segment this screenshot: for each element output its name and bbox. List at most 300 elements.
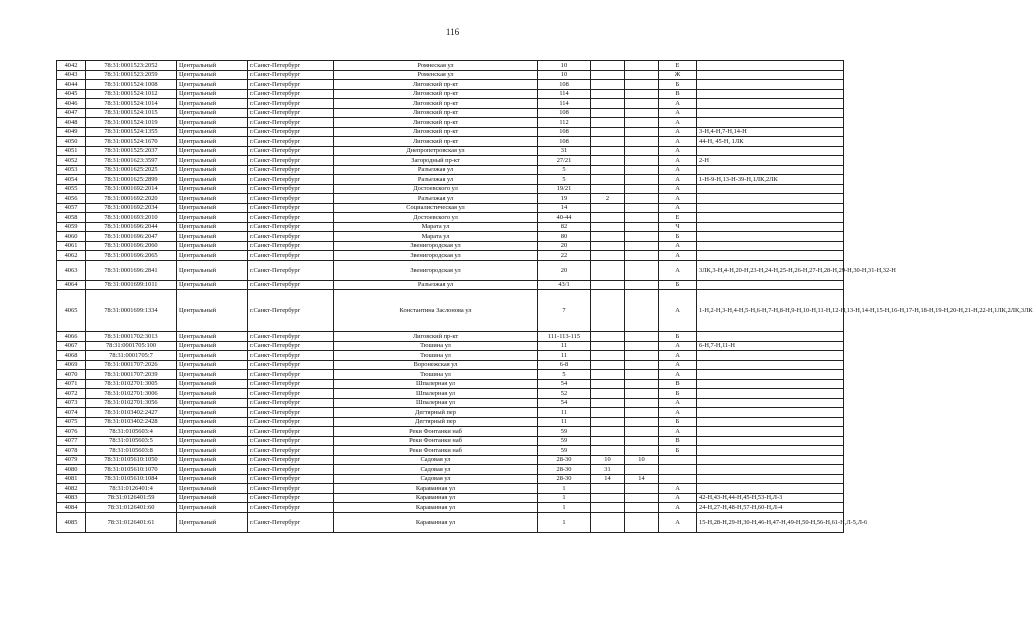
building-cell bbox=[625, 70, 659, 80]
street-cell: Воронежская ул bbox=[334, 360, 538, 370]
street-cell: Тюшина ул bbox=[334, 341, 538, 351]
building-cell bbox=[625, 222, 659, 232]
row-number-cell: 4051 bbox=[57, 146, 86, 156]
corpus-cell bbox=[591, 417, 625, 427]
street-cell: Реки Фонтанки наб bbox=[334, 436, 538, 446]
corpus-cell bbox=[591, 89, 625, 99]
house-number-cell: 5 bbox=[538, 165, 591, 175]
street-cell: Ромнеская ул bbox=[334, 61, 538, 71]
table-row bbox=[57, 232, 844, 242]
corpus-cell bbox=[591, 80, 625, 90]
district-cell: Центральный bbox=[177, 175, 248, 185]
cadastral-number-cell: 78:31:0001692:2014 bbox=[86, 184, 177, 194]
city-cell: г.Санкт-Петербург bbox=[248, 232, 334, 242]
table-row bbox=[57, 503, 844, 513]
house-number-cell: 11 bbox=[538, 417, 591, 427]
district-cell: Центральный bbox=[177, 474, 248, 484]
cadastral-number-cell: 78:31:0001524:1012 bbox=[86, 89, 177, 99]
city-cell: г.Санкт-Петербург bbox=[248, 417, 334, 427]
building-cell bbox=[625, 241, 659, 251]
cadastral-number-cell: 78:31:0105603:5 bbox=[86, 436, 177, 446]
house-number-cell: 59 bbox=[538, 427, 591, 437]
corpus-cell bbox=[591, 503, 625, 513]
cadastral-number-cell: 78:31:0126401:60 bbox=[86, 503, 177, 513]
cadastral-number-cell: 78:31:0001696:2065 bbox=[86, 251, 177, 261]
house-number-cell: 27/21 bbox=[538, 156, 591, 166]
cadastral-number-cell: 78:31:0001705:100 bbox=[86, 341, 177, 351]
premises-cell: 44-Н, 45-Н, 1ЛК bbox=[697, 137, 844, 147]
house-number-cell: 52 bbox=[538, 389, 591, 399]
house-number-cell: 114 bbox=[538, 99, 591, 109]
street-cell: Дегтярный пер bbox=[334, 408, 538, 418]
city-cell: г.Санкт-Петербург bbox=[248, 360, 334, 370]
house-number-cell: 5 bbox=[538, 175, 591, 185]
corpus-cell: 2 bbox=[591, 194, 625, 204]
district-cell: Центральный bbox=[177, 70, 248, 80]
table-row bbox=[57, 194, 844, 204]
cadastral-number-cell: 78:31:0103402:2428 bbox=[86, 417, 177, 427]
corpus-cell bbox=[591, 156, 625, 166]
premises-cell bbox=[697, 184, 844, 194]
row-number-cell: 4049 bbox=[57, 127, 86, 137]
street-cell: Реки Фонтанки наб bbox=[334, 427, 538, 437]
premises-cell bbox=[697, 99, 844, 109]
building-cell bbox=[625, 417, 659, 427]
district-cell: Центральный bbox=[177, 280, 248, 290]
building-cell bbox=[625, 184, 659, 194]
district-cell: Центральный bbox=[177, 408, 248, 418]
litera-cell: А bbox=[659, 99, 697, 109]
litera-cell bbox=[659, 474, 697, 484]
building-cell bbox=[625, 370, 659, 380]
row-number-cell: 4061 bbox=[57, 241, 86, 251]
cadastral-number-cell: 78:31:0001707:2026 bbox=[86, 360, 177, 370]
premises-cell: 3-Н,4-Н,7-Н,14-Н bbox=[697, 127, 844, 137]
table-row bbox=[57, 241, 844, 251]
corpus-cell bbox=[591, 351, 625, 361]
registry-body bbox=[57, 61, 1033, 533]
city-cell: г.Санкт-Петербург bbox=[248, 156, 334, 166]
city-cell: г.Санкт-Петербург bbox=[248, 398, 334, 408]
table-row bbox=[57, 389, 844, 399]
city-cell: г.Санкт-Петербург bbox=[248, 184, 334, 194]
city-cell: г.Санкт-Петербург bbox=[248, 455, 334, 465]
street-cell: Садовая ул bbox=[334, 455, 538, 465]
house-number-cell: 1 bbox=[538, 503, 591, 513]
cadastral-number-cell: 78:31:0001692:2020 bbox=[86, 194, 177, 204]
litera-cell: Б bbox=[659, 389, 697, 399]
table-row bbox=[57, 332, 844, 342]
cadastral-number-cell: 78:31:0001623:3597 bbox=[86, 156, 177, 166]
building-cell bbox=[625, 493, 659, 503]
litera-cell: А bbox=[659, 194, 697, 204]
row-number-cell: 4072 bbox=[57, 389, 86, 399]
litera-cell: А bbox=[659, 351, 697, 361]
house-number-cell: 31 bbox=[538, 146, 591, 156]
table-row bbox=[57, 61, 844, 71]
row-number-cell: 4080 bbox=[57, 465, 86, 475]
city-cell: г.Санкт-Петербург bbox=[248, 427, 334, 437]
row-number-cell: 4084 bbox=[57, 503, 86, 513]
litera-cell: А bbox=[659, 118, 697, 128]
city-cell: г.Санкт-Петербург bbox=[248, 118, 334, 128]
street-cell: Марата ул bbox=[334, 232, 538, 242]
table-row bbox=[57, 474, 844, 484]
corpus-cell: 10 bbox=[591, 455, 625, 465]
premises-cell bbox=[697, 408, 844, 418]
corpus-cell: 14 bbox=[591, 474, 625, 484]
city-cell: г.Санкт-Петербург bbox=[248, 99, 334, 109]
litera-cell: Е bbox=[659, 213, 697, 223]
row-number-cell: 4059 bbox=[57, 222, 86, 232]
table-row bbox=[57, 260, 844, 280]
house-number-cell: 1 bbox=[538, 512, 591, 532]
building-cell bbox=[625, 512, 659, 532]
premises-cell bbox=[697, 370, 844, 380]
row-number-cell: 4063 bbox=[57, 260, 86, 280]
house-number-cell: 28-30 bbox=[538, 474, 591, 484]
litera-cell: Б bbox=[659, 280, 697, 290]
house-number-cell: 1 bbox=[538, 484, 591, 494]
house-number-cell: 28-30 bbox=[538, 465, 591, 475]
street-cell: Караванная ул bbox=[334, 484, 538, 494]
house-number-cell: 10 bbox=[538, 61, 591, 71]
row-number-cell: 4042 bbox=[57, 61, 86, 71]
corpus-cell bbox=[591, 108, 625, 118]
litera-cell: А bbox=[659, 137, 697, 147]
premises-cell bbox=[697, 379, 844, 389]
cadastral-number-cell: 78:31:0001699:1334 bbox=[86, 290, 177, 332]
litera-cell: Б bbox=[659, 417, 697, 427]
premises-cell bbox=[697, 417, 844, 427]
street-cell: Тюшина ул bbox=[334, 351, 538, 361]
table-row bbox=[57, 351, 844, 361]
premises-cell bbox=[697, 165, 844, 175]
district-cell: Центральный bbox=[177, 341, 248, 351]
street-cell: Лиговский пр-кт bbox=[334, 118, 538, 128]
corpus-cell bbox=[591, 280, 625, 290]
litera-cell bbox=[659, 455, 697, 465]
cadastral-number-cell: 78:31:0105610:1050 bbox=[86, 455, 177, 465]
corpus-cell bbox=[591, 260, 625, 280]
building-cell bbox=[625, 503, 659, 513]
building-cell bbox=[625, 484, 659, 494]
house-number-cell: 19/21 bbox=[538, 184, 591, 194]
litera-cell: А bbox=[659, 360, 697, 370]
corpus-cell bbox=[591, 493, 625, 503]
cadastral-number-cell: 78:31:0001696:2841 bbox=[86, 260, 177, 280]
premises-cell bbox=[697, 484, 844, 494]
table-row bbox=[57, 80, 844, 90]
city-cell: г.Санкт-Петербург bbox=[248, 213, 334, 223]
litera-cell: А bbox=[659, 184, 697, 194]
table-row bbox=[57, 398, 844, 408]
table-row bbox=[57, 251, 844, 261]
street-cell: Лиговский пр-кт bbox=[334, 99, 538, 109]
building-cell bbox=[625, 398, 659, 408]
table-row bbox=[57, 213, 844, 223]
street-cell: Садовая ул bbox=[334, 474, 538, 484]
table-row bbox=[57, 436, 844, 446]
street-cell: Караванная ул bbox=[334, 493, 538, 503]
litera-cell: А bbox=[659, 370, 697, 380]
table-row bbox=[57, 222, 844, 232]
row-number-cell: 4045 bbox=[57, 89, 86, 99]
corpus-cell bbox=[591, 290, 625, 332]
building-cell: 14 bbox=[625, 474, 659, 484]
city-cell: г.Санкт-Петербург bbox=[248, 408, 334, 418]
building-cell bbox=[625, 127, 659, 137]
premises-cell bbox=[697, 455, 844, 465]
house-number-cell: 112 bbox=[538, 118, 591, 128]
table-row bbox=[57, 89, 844, 99]
city-cell: г.Санкт-Петербург bbox=[248, 465, 334, 475]
table-row bbox=[57, 370, 844, 380]
street-cell: Дегтярный пер bbox=[334, 417, 538, 427]
house-number-cell: 20 bbox=[538, 241, 591, 251]
building-cell: 10 bbox=[625, 455, 659, 465]
district-cell: Центральный bbox=[177, 417, 248, 427]
table-row bbox=[57, 290, 844, 332]
building-cell bbox=[625, 446, 659, 456]
row-number-cell: 4057 bbox=[57, 203, 86, 213]
building-cell bbox=[625, 99, 659, 109]
city-cell: г.Санкт-Петербург bbox=[248, 370, 334, 380]
house-number-cell: 54 bbox=[538, 398, 591, 408]
row-number-cell: 4077 bbox=[57, 436, 86, 446]
corpus-cell bbox=[591, 203, 625, 213]
building-cell bbox=[625, 175, 659, 185]
row-number-cell: 4081 bbox=[57, 474, 86, 484]
table-row bbox=[57, 108, 844, 118]
building-cell bbox=[625, 80, 659, 90]
litera-cell: А bbox=[659, 493, 697, 503]
cadastral-number-cell: 78:31:0102701:3006 bbox=[86, 389, 177, 399]
litera-cell: А bbox=[659, 146, 697, 156]
corpus-cell bbox=[591, 222, 625, 232]
building-cell bbox=[625, 427, 659, 437]
city-cell: г.Санкт-Петербург bbox=[248, 70, 334, 80]
row-number-cell: 4078 bbox=[57, 446, 86, 456]
table-row bbox=[57, 156, 844, 166]
premises-cell bbox=[697, 332, 844, 342]
city-cell: г.Санкт-Петербург bbox=[248, 389, 334, 399]
corpus-cell bbox=[591, 213, 625, 223]
row-number-cell: 4047 bbox=[57, 108, 86, 118]
district-cell: Центральный bbox=[177, 61, 248, 71]
table-row bbox=[57, 146, 844, 156]
street-cell: Лиговский пр-кт bbox=[334, 89, 538, 99]
street-cell: Социалистическая ул bbox=[334, 203, 538, 213]
building-cell bbox=[625, 408, 659, 418]
litera-cell: Ж bbox=[659, 70, 697, 80]
litera-cell: А bbox=[659, 408, 697, 418]
corpus-cell bbox=[591, 184, 625, 194]
litera-cell: В bbox=[659, 436, 697, 446]
house-number-cell: 28-30 bbox=[538, 455, 591, 465]
corpus-cell bbox=[591, 127, 625, 137]
city-cell: г.Санкт-Петербург bbox=[248, 341, 334, 351]
city-cell: г.Санкт-Петербург bbox=[248, 280, 334, 290]
litera-cell: А bbox=[659, 241, 697, 251]
building-cell bbox=[625, 108, 659, 118]
litera-cell: А bbox=[659, 156, 697, 166]
building-cell bbox=[625, 332, 659, 342]
house-number-cell: 7 bbox=[538, 290, 591, 332]
premises-cell: 1-Н,2-Н,3-Н,4-Н,5-Н,6-Н,7-Н,8-Н,9-Н,10-Н,11-Н,12-Н,13-Н,14-Н,15-Н,16-Н,17-Н,18-Н,19-Н,20-Н,21-Н,22-Н,1ЛК,2ЛК,3ЛК bbox=[697, 290, 844, 332]
table-row bbox=[57, 203, 844, 213]
table-row bbox=[57, 118, 844, 128]
street-cell: Тюшина ул bbox=[334, 370, 538, 380]
cadastral-number-cell: 78:31:0126401:59 bbox=[86, 493, 177, 503]
page-number: 116 bbox=[445, 27, 460, 37]
row-number-cell: 4074 bbox=[57, 408, 86, 418]
litera-cell: А bbox=[659, 175, 697, 185]
district-cell: Центральный bbox=[177, 332, 248, 342]
corpus-cell bbox=[591, 61, 625, 71]
house-number-cell: 11 bbox=[538, 351, 591, 361]
cadastral-number-cell: 78:31:0001524:1008 bbox=[86, 80, 177, 90]
corpus-cell bbox=[591, 484, 625, 494]
district-cell: Центральный bbox=[177, 184, 248, 194]
table-row bbox=[57, 408, 844, 418]
district-cell: Центральный bbox=[177, 455, 248, 465]
litera-cell: А bbox=[659, 398, 697, 408]
street-cell: Лиговский пр-кт bbox=[334, 127, 538, 137]
district-cell: Центральный bbox=[177, 512, 248, 532]
building-cell bbox=[625, 260, 659, 280]
district-cell: Центральный bbox=[177, 493, 248, 503]
city-cell: г.Санкт-Петербург bbox=[248, 165, 334, 175]
cadastral-number-cell: 78:31:0001524:1015 bbox=[86, 108, 177, 118]
district-cell: Центральный bbox=[177, 465, 248, 475]
row-number-cell: 4048 bbox=[57, 118, 86, 128]
district-cell: Центральный bbox=[177, 260, 248, 280]
premises-cell bbox=[697, 389, 844, 399]
city-cell: г.Санкт-Петербург bbox=[248, 203, 334, 213]
building-cell bbox=[625, 379, 659, 389]
city-cell: г.Санкт-Петербург bbox=[248, 89, 334, 99]
row-number-cell: 4046 bbox=[57, 99, 86, 109]
district-cell: Центральный bbox=[177, 80, 248, 90]
city-cell: г.Санкт-Петербург bbox=[248, 251, 334, 261]
street-cell: Марата ул bbox=[334, 222, 538, 232]
premises-cell: 42-Н,43-Н,44-Н,45-Н,53-Н,Л-3 bbox=[697, 493, 844, 503]
corpus-cell bbox=[591, 360, 625, 370]
litera-cell: А bbox=[659, 341, 697, 351]
premises-cell bbox=[697, 351, 844, 361]
premises-cell bbox=[697, 436, 844, 446]
row-number-cell: 4073 bbox=[57, 398, 86, 408]
corpus-cell bbox=[591, 512, 625, 532]
building-cell bbox=[625, 232, 659, 242]
cadastral-number-cell: 78:31:0001699:1011 bbox=[86, 280, 177, 290]
litera-cell: А bbox=[659, 108, 697, 118]
building-cell bbox=[625, 251, 659, 261]
premises-cell: 24-Н,27-Н,48-Н,57-Н,60-Н,Л-4 bbox=[697, 503, 844, 513]
litera-cell: А bbox=[659, 512, 697, 532]
house-number-cell: 43/1 bbox=[538, 280, 591, 290]
litera-cell: Ч bbox=[659, 222, 697, 232]
district-cell: Центральный bbox=[177, 137, 248, 147]
building-cell bbox=[625, 194, 659, 204]
district-cell: Центральный bbox=[177, 446, 248, 456]
litera-cell: Е bbox=[659, 61, 697, 71]
row-number-cell: 4066 bbox=[57, 332, 86, 342]
corpus-cell bbox=[591, 341, 625, 351]
building-cell bbox=[625, 436, 659, 446]
building-cell bbox=[625, 465, 659, 475]
house-number-cell: 108 bbox=[538, 108, 591, 118]
row-number-cell: 4044 bbox=[57, 80, 86, 90]
building-cell bbox=[625, 118, 659, 128]
cadastral-number-cell: 78:31:0102701:3005 bbox=[86, 379, 177, 389]
building-cell bbox=[625, 389, 659, 399]
row-number-cell: 4062 bbox=[57, 251, 86, 261]
street-cell: Разъезжая ул bbox=[334, 175, 538, 185]
street-cell: Разъезжая ул bbox=[334, 165, 538, 175]
street-cell: Звенигородская ул bbox=[334, 260, 538, 280]
street-cell: Разъезжая ул bbox=[334, 280, 538, 290]
cadastral-number-cell: 78:31:0001693:2010 bbox=[86, 213, 177, 223]
corpus-cell bbox=[591, 379, 625, 389]
corpus-cell bbox=[591, 436, 625, 446]
row-number-cell: 4065 bbox=[57, 290, 86, 332]
property-registry-table bbox=[56, 60, 1033, 533]
district-cell: Центральный bbox=[177, 379, 248, 389]
corpus-cell bbox=[591, 99, 625, 109]
litera-cell: А bbox=[659, 484, 697, 494]
premises-cell bbox=[697, 89, 844, 99]
row-number-cell: 4060 bbox=[57, 232, 86, 242]
litera-cell: А bbox=[659, 251, 697, 261]
row-number-cell: 4071 bbox=[57, 379, 86, 389]
district-cell: Центральный bbox=[177, 89, 248, 99]
street-cell: Днепропетровская ул bbox=[334, 146, 538, 156]
corpus-cell bbox=[591, 175, 625, 185]
premises-cell bbox=[697, 80, 844, 90]
table-row bbox=[57, 127, 844, 137]
litera-cell: В bbox=[659, 89, 697, 99]
corpus-cell bbox=[591, 332, 625, 342]
building-cell bbox=[625, 146, 659, 156]
row-number-cell: 4085 bbox=[57, 512, 86, 532]
corpus-cell bbox=[591, 146, 625, 156]
building-cell bbox=[625, 165, 659, 175]
street-cell: Шпалерная ул bbox=[334, 379, 538, 389]
table-row bbox=[57, 341, 844, 351]
street-cell: Реки Фонтанки наб bbox=[334, 446, 538, 456]
district-cell: Центральный bbox=[177, 370, 248, 380]
building-cell bbox=[625, 341, 659, 351]
district-cell: Центральный bbox=[177, 389, 248, 399]
district-cell: Центральный bbox=[177, 108, 248, 118]
litera-cell: А bbox=[659, 260, 697, 280]
corpus-cell bbox=[591, 241, 625, 251]
city-cell: г.Санкт-Петербург bbox=[248, 351, 334, 361]
house-number-cell: 108 bbox=[538, 137, 591, 147]
district-cell: Центральный bbox=[177, 165, 248, 175]
cadastral-number-cell: 78:31:0126401:4 bbox=[86, 484, 177, 494]
city-cell: г.Санкт-Петербург bbox=[248, 512, 334, 532]
corpus-cell bbox=[591, 251, 625, 261]
table-row bbox=[57, 512, 844, 532]
cadastral-number-cell: 78:31:0001524:1019 bbox=[86, 118, 177, 128]
city-cell: г.Санкт-Петербург bbox=[248, 222, 334, 232]
district-cell: Центральный bbox=[177, 99, 248, 109]
house-number-cell: 59 bbox=[538, 436, 591, 446]
table-row bbox=[57, 99, 844, 109]
